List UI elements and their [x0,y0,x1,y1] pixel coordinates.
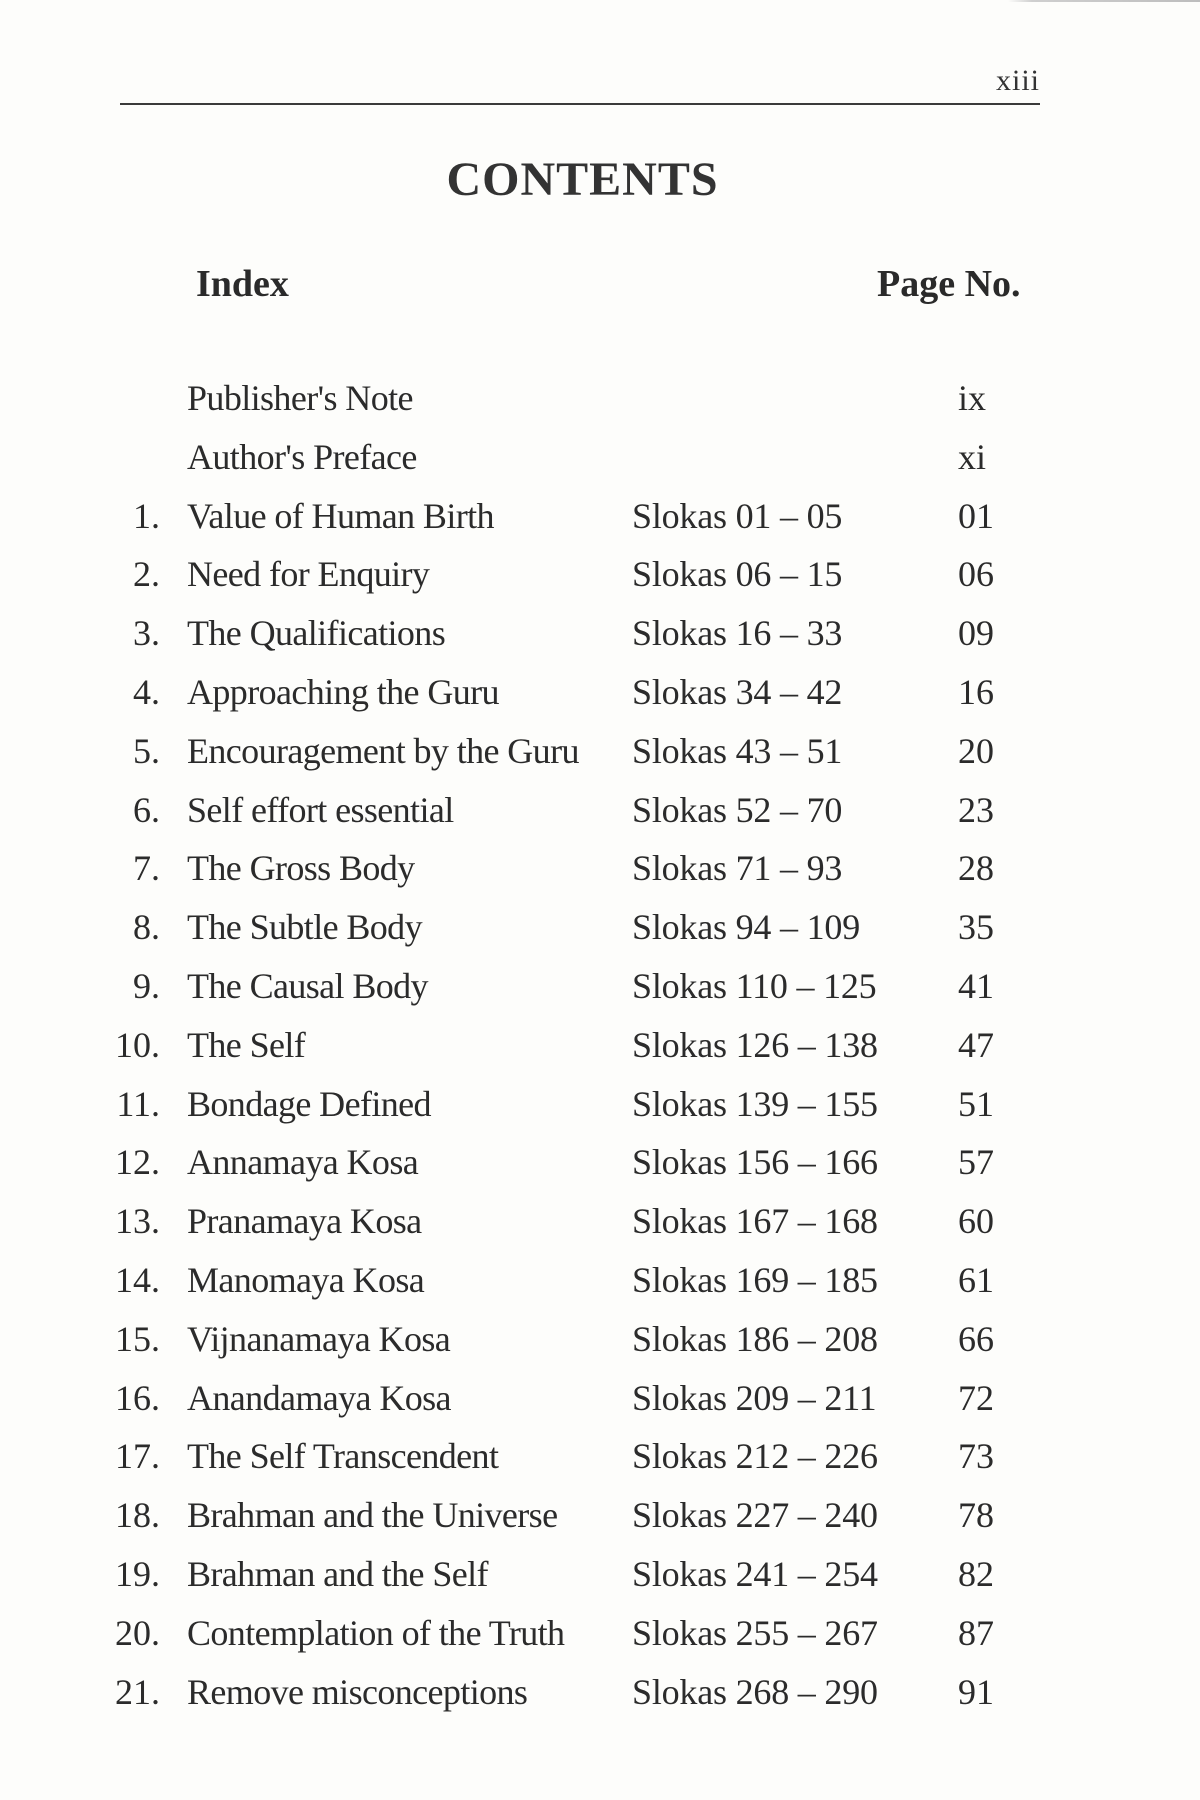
toc-entry [0,1079,1200,1129]
entry-page: 66 [958,1318,994,1359]
entry-title: Pranamaya Kosa [187,1201,422,1242]
entry-title: Brahman and the Self [187,1554,488,1594]
entry-title: Vijnanamaya Kosa [187,1318,451,1359]
entry-number: 10. [115,1024,160,1065]
entry-title: The Self [187,1024,306,1065]
entry-number: 16. [115,1377,160,1418]
entry-slokas: Slokas 126 – 138 [632,1024,878,1065]
entry-slokas: Slokas 71 – 93 [632,848,843,889]
entry-page: 60 [958,1201,994,1242]
toc-entry [0,1667,1200,1717]
entry-number: 7. [133,848,160,889]
entry-number: 2. [133,554,160,595]
entry-page: 51 [958,1083,994,1124]
entry-page: 20 [958,730,994,771]
entry-page: 16 [958,672,994,712]
entry-title: The Gross Body [187,848,415,889]
entry-page: 28 [958,848,994,889]
entry-number: 17. [115,1436,160,1477]
entry-slokas: Slokas 34 – 42 [632,672,843,712]
entry-slokas: Slokas 227 – 240 [632,1495,878,1536]
entry-title: Publisher's Note [187,378,413,418]
entry-number: 9. [133,966,160,1006]
entry-number: 4. [133,672,160,712]
entry-slokas: Slokas 156 – 166 [632,1142,878,1183]
entry-page: 23 [958,789,994,830]
entry-title: The Self Transcendent [187,1436,499,1477]
header-rule [120,103,1040,105]
entry-page: 82 [958,1554,994,1594]
toc-entry [0,491,1200,541]
toc-entry [0,1431,1200,1481]
entry-number: 11. [116,1083,160,1124]
entry-title: Need for Enquiry [187,554,430,595]
toc-entry [0,667,1200,717]
entry-number: 1. [133,495,160,536]
index-column-header: Index [196,263,289,305]
entry-slokas: Slokas 43 – 51 [632,730,843,771]
entry-slokas: Slokas 167 – 168 [632,1201,878,1242]
entry-slokas: Slokas 186 – 208 [632,1318,878,1359]
toc-entry [0,373,1200,423]
entry-title: Manomaya Kosa [187,1260,425,1300]
entry-title: Annamaya Kosa [187,1142,419,1183]
entry-title: Self effort essential [187,789,454,830]
entry-title: Bondage Defined [187,1083,431,1124]
entry-number: 3. [133,613,160,654]
toc-entry [0,1196,1200,1246]
scan-edge [0,0,1200,2]
entry-page: 41 [958,966,994,1006]
entry-number: 12. [115,1142,160,1183]
toc-entry [0,1020,1200,1070]
entry-page: 57 [958,1142,994,1183]
entry-title: Anandamaya Kosa [187,1377,451,1418]
toc-entry [0,1490,1200,1540]
toc-entry [0,432,1200,482]
toc-entry [0,843,1200,893]
entry-slokas: Slokas 110 – 125 [632,966,877,1006]
entry-number: 15. [115,1318,160,1359]
entry-title: The Causal Body [187,966,428,1006]
entry-title: The Qualifications [187,613,446,654]
entry-number: 19. [115,1554,160,1594]
toc-entry [0,902,1200,952]
entry-slokas: Slokas 212 – 226 [632,1436,878,1477]
entry-title: Approaching the Guru [187,672,499,712]
toc-entry [0,726,1200,776]
entry-title: Contemplation of the Truth [187,1612,565,1653]
entry-title: Brahman and the Universe [187,1495,558,1536]
entry-page: 87 [958,1612,994,1653]
entry-slokas: Slokas 94 – 109 [632,907,861,948]
entry-page: 47 [958,1024,994,1065]
entry-slokas: Slokas 06 – 15 [632,554,843,595]
entry-page: 73 [958,1436,994,1477]
entry-page: 78 [958,1495,994,1536]
entry-page: 01 [958,495,994,536]
toc-entry [0,1255,1200,1305]
toc-entry [0,961,1200,1011]
entry-number: 18. [115,1495,160,1536]
entry-title: Remove misconceptions [187,1671,528,1712]
entry-slokas: Slokas 169 – 185 [632,1260,878,1300]
toc-entry [0,1373,1200,1423]
entry-slokas: Slokas 52 – 70 [632,789,843,830]
entry-page: 72 [958,1377,994,1418]
entry-page: 91 [958,1671,994,1712]
entry-slokas: Slokas 16 – 33 [632,613,843,654]
entry-page: xi [958,436,987,477]
toc-entry [0,1137,1200,1187]
entry-page: 09 [958,613,994,654]
entry-page: 06 [958,554,994,595]
entry-title: Encouragement by the Guru [187,730,579,771]
toc-entry [0,608,1200,658]
entry-title: Author's Preface [187,436,417,477]
toc-entry [0,1314,1200,1364]
toc-entry [0,549,1200,599]
entry-title: The Subtle Body [187,907,422,948]
entry-number: 5. [133,730,160,771]
entry-slokas: Slokas 268 – 290 [632,1671,878,1712]
page-number: xiii [995,64,1040,97]
entry-page: 35 [958,907,994,948]
entry-number: 20. [115,1612,160,1653]
entry-slokas: Slokas 209 – 211 [632,1377,877,1418]
entry-number: 14. [115,1260,160,1300]
entry-number: 13. [115,1201,160,1242]
page-no-column-header: Page No. [877,263,1021,305]
page-title: CONTENTS [446,153,719,206]
entry-number: 6. [133,789,160,830]
entry-number: 8. [133,907,160,948]
entry-page: 61 [958,1260,994,1300]
toc-entry [0,1608,1200,1658]
entry-page: ix [958,378,987,418]
entry-slokas: Slokas 139 – 155 [632,1083,878,1124]
entry-number: 21. [115,1671,160,1712]
entry-title: Value of Human Birth [187,495,494,536]
toc-entry [0,785,1200,835]
entry-slokas: Slokas 241 – 254 [632,1554,878,1594]
toc-entry [0,1549,1200,1599]
entry-slokas: Slokas 01 – 05 [632,495,843,536]
entry-slokas: Slokas 255 – 267 [632,1612,878,1653]
